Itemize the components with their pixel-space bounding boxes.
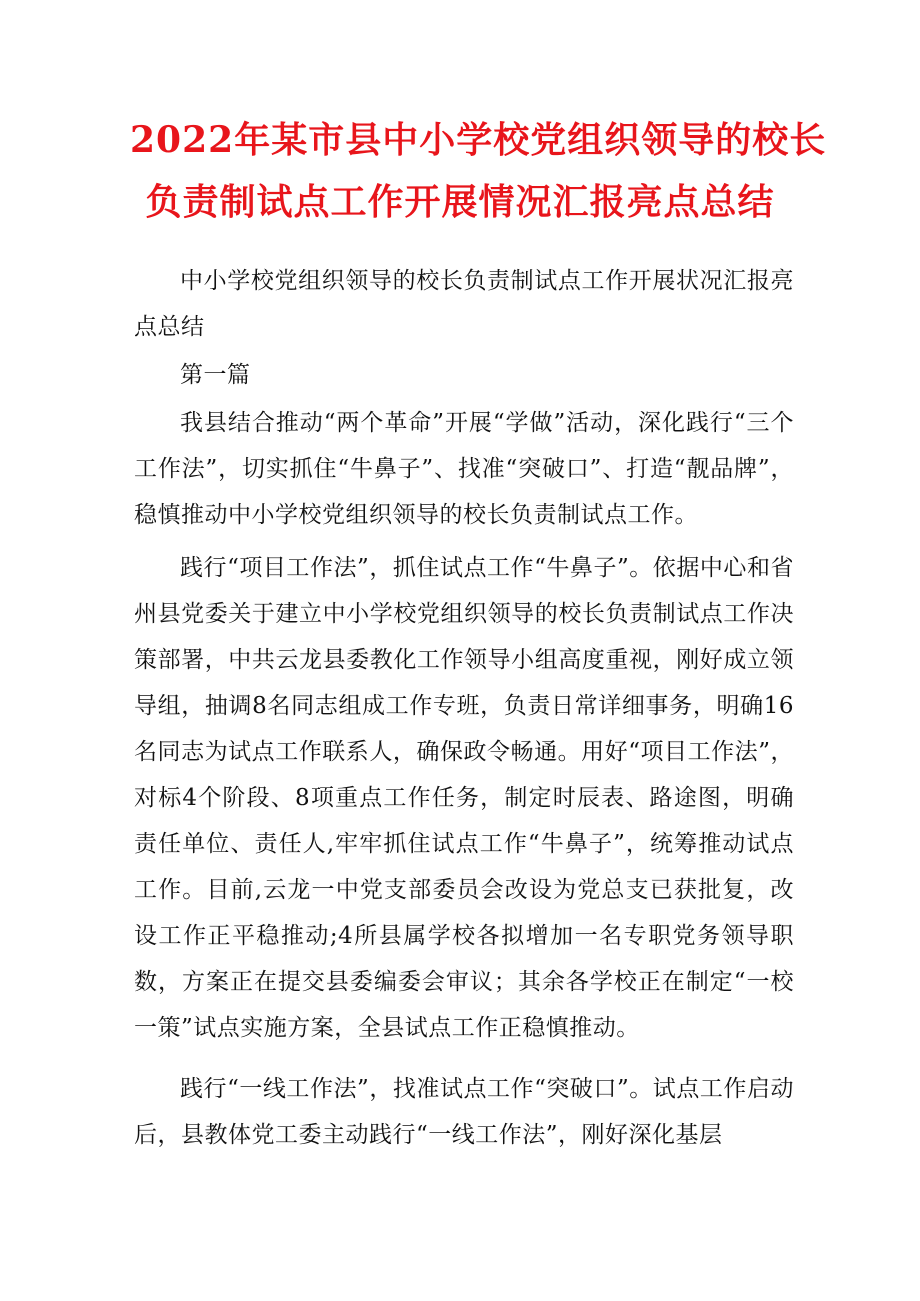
document-title-line-2: 负责制试点工作开展情况汇报亮点总结 — [145, 181, 775, 223]
paragraph: 我县结合推动“两个革命”开展“学做”活动，深化践行“三个工作法”，切实抓住“牛鼻子”、找准“突破口”、打造“靓品牌”，稳慎推动中小学校党组织领导的校长负责制试点工作。 — [134, 410, 794, 528]
section-heading: 第一篇 — [180, 362, 251, 388]
document-title-line-1: 2022年某市县中小学校党组织领导的校长 — [130, 119, 827, 161]
document-subtitle: 中小学校党组织领导的校长负责制试点工作开展状况汇报亮点总结 — [134, 268, 794, 340]
paragraph: 践行“项目工作法”，抓住试点工作“牛鼻子”。依据中心和省州县党委关于建立中小学校党组织领导的校长负责制试点工作决策部署，中共云龙县委教化工作领导小组高度重视，刚好成立领导组，抽调8名同志组成工作专班，负责日常详细事务，明确16名同志为试点工作联系人，确保政令畅通。用好“项目工作法”，对标4个阶段、8项重点工作任务，制定时辰表、路途图，明确责任单位、责任人,牢牢抓住试点工作“牛鼻子”，统筹推动试点工作。目前,云龙一中党支部委员会改设为党总支已获批复，改设工作正平稳推动;4所县属学校各拟增加一名专职党务领导职数，方案正在提交县委编委会审议；其余各学校正在制定“一校一策”试点实施方案，全县试点工作正稳慎推动。 — [134, 555, 794, 1041]
paragraph: 践行“一线工作法”，找准试点工作“突破口”。试点工作启动后，县教体党工委主动践行“一线工作法”，刚好深化基层 — [134, 1076, 794, 1148]
